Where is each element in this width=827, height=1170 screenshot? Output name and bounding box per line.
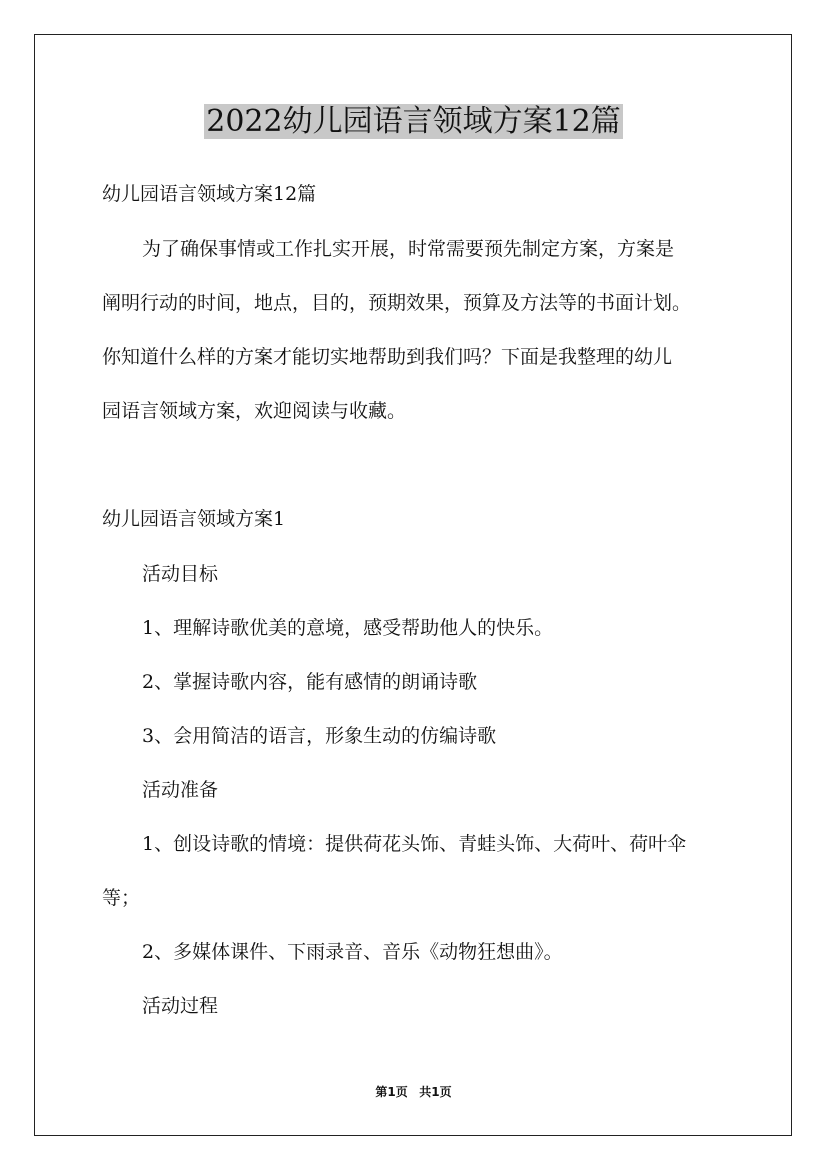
- page-footer: [0, 1084, 827, 1100]
- prep-item: 2、多媒体课件、下雨录音、音乐《动物狂想曲》。: [142, 941, 563, 963]
- section-heading: 幼儿园语言领域方案1: [102, 508, 286, 530]
- intro-line-3: 你知道什么样的方案才能切实地帮助到我们吗？下面是我整理的幼儿: [102, 346, 673, 368]
- page-total: 共1页: [419, 1085, 452, 1099]
- intro-line-2: 阐明行动的时间，地点，目的，预期效果，预算及方法等的书面计划。: [102, 292, 692, 314]
- intro-line-4: 园语言领域方案，欢迎阅读与收藏。: [102, 400, 407, 422]
- intro-line-1: 为了确保事情或工作扎实开展，时常需要预先制定方案，方案是: [142, 238, 675, 260]
- goal-item: 3、会用简洁的语言，形象生动的仿编诗歌: [142, 725, 497, 747]
- goal-item: 2、掌握诗歌内容，能有感情的朗诵诗歌: [142, 671, 478, 693]
- prep-item-continued: 等；: [102, 887, 141, 909]
- prep-item: 1、创设诗歌的情境：提供荷花头饰、青蛙头饰、大荷叶、荷叶伞: [142, 833, 687, 855]
- document-title: 2022幼儿园语言领域方案12篇: [206, 104, 621, 139]
- prep-heading: 活动准备: [142, 779, 219, 801]
- process-heading: 活动过程: [142, 995, 219, 1017]
- document-subtitle: 幼儿园语言领域方案12篇: [102, 183, 317, 205]
- goal-item: 1、理解诗歌优美的意境，感受帮助他人的快乐。: [142, 617, 554, 639]
- page-number: 第1页: [375, 1085, 408, 1099]
- goals-heading: 活动目标: [142, 563, 219, 585]
